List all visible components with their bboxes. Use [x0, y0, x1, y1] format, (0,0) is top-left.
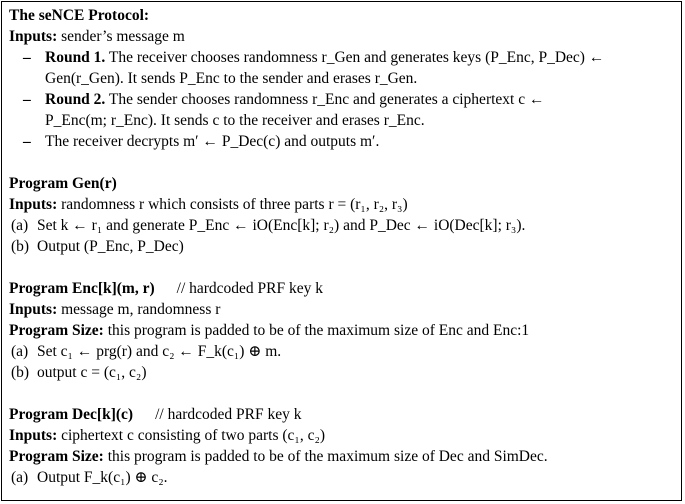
- enc-step-a-label: (a): [11, 343, 29, 360]
- gen-step-b: [9, 236, 675, 257]
- enc-inputs-text: message m, randomness r: [61, 301, 221, 318]
- enc-size-text: this program is padded to be of the maximum size of Enc and Enc:1: [107, 322, 530, 339]
- enc-size-label: Program Size:: [9, 322, 104, 339]
- decrypt-text: The receiver decrypts m′ ← P_Dec(c) and outputs m′.: [45, 133, 380, 150]
- gen-step-a-text: Set k ← r₁ and generate P_Enc ← iO(Enc[k]; r₂) and P_Dec ← iO(Dec[k]; r₃).: [37, 217, 526, 234]
- gen-step-a-label: (a): [11, 217, 29, 234]
- dec-step-a-label: (a): [11, 469, 29, 486]
- gen-inputs-text: randomness r which consists of three parts r = (r₁, r₂, r₃): [61, 196, 408, 213]
- gen-step-b-text: Output (P_Enc, P_Dec): [37, 238, 184, 255]
- section-spacer: [9, 152, 675, 173]
- round1-line1: The receiver chooses randomness r_Gen and generates keys (P_Enc, P_Dec) ←: [108, 49, 605, 66]
- enc-step-a-text: Set c₁ ← prg(r) and c₂ ← F_k(c₁) ⊕ m.: [37, 343, 282, 360]
- enc-step-b: [9, 362, 675, 383]
- round2-item: [9, 89, 675, 110]
- enc-title-row: [9, 278, 675, 299]
- gen-title: Program Gen(r): [9, 175, 117, 192]
- enc-title: Program Enc[k](m, r): [9, 280, 155, 297]
- dec-size-text: this program is padded to be of the maximum size of Dec and SimDec.: [107, 448, 548, 465]
- section-spacer: [9, 383, 675, 404]
- enc-size: [9, 320, 675, 341]
- enc-step-b-text: output c = (c₁, c₂): [37, 364, 147, 381]
- dec-size: [9, 446, 675, 467]
- gen-inputs-label: Inputs:: [9, 196, 58, 213]
- bullet-dash: –: [23, 133, 31, 150]
- gen-step-b-label: (b): [11, 238, 30, 255]
- dec-step-a-text: Output F_k(c₁) ⊕ c₂.: [37, 469, 168, 486]
- dec-title-row: [9, 404, 675, 425]
- round1-line2: Gen(r_Gen). It sends P_Enc to the sender and erases r_Gen.: [45, 70, 418, 87]
- protocol-inputs: [9, 26, 675, 47]
- enc-step-a: [9, 341, 675, 362]
- dec-inputs-text: ciphertext c consisting of two parts (c₁, c₂): [61, 427, 326, 444]
- enc-inputs-label: Inputs:: [9, 301, 58, 318]
- enc-step-b-label: (b): [11, 364, 30, 381]
- protocol-inputs-label: Inputs:: [9, 28, 58, 45]
- bullet-dash: –: [23, 91, 31, 108]
- section-spacer: [9, 257, 675, 278]
- round2-line2: P_Enc(m; r_Enc). It sends c to the receiver and erases r_Enc.: [45, 112, 425, 129]
- dec-inputs: [9, 425, 675, 446]
- round2-label: Round 2.: [45, 91, 106, 108]
- protocol-title: The seNCE Protocol:: [9, 7, 150, 24]
- round1-label: Round 1.: [45, 49, 106, 66]
- protocol-figure: [1, 1, 682, 501]
- gen-step-a: [9, 215, 675, 236]
- bullet-dash: –: [23, 49, 31, 66]
- round1-item: [9, 47, 675, 68]
- enc-inputs: [9, 299, 675, 320]
- round2-line1: The sender chooses randomness r_Enc and generates a ciphertext c ←: [108, 91, 545, 108]
- protocol-inputs-text: sender’s message m: [61, 28, 185, 45]
- dec-comment: // hardcoded PRF key k: [155, 406, 302, 423]
- enc-comment: // hardcoded PRF key k: [176, 280, 324, 297]
- gen-inputs: [9, 194, 675, 215]
- dec-title: Program Dec[k](c): [9, 406, 134, 423]
- decrypt-item: [9, 131, 675, 152]
- dec-inputs-label: Inputs:: [9, 427, 58, 444]
- dec-size-label: Program Size:: [9, 448, 104, 465]
- dec-step-a: [9, 467, 675, 488]
